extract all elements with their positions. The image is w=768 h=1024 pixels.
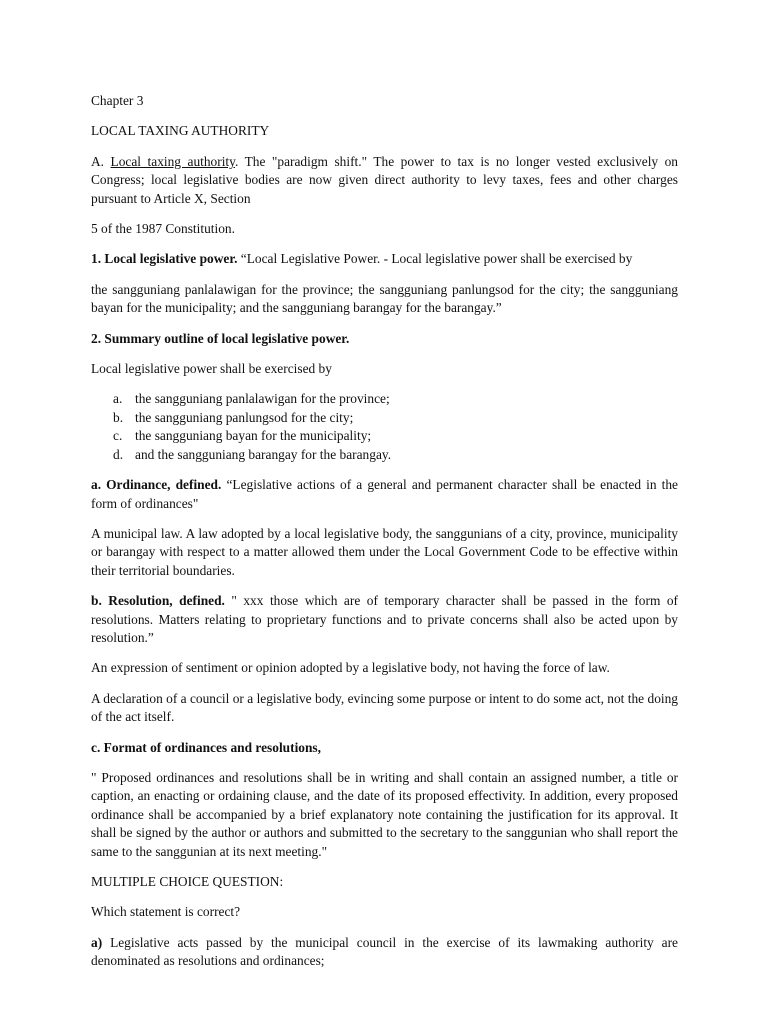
item2-title <box>91 330 678 348</box>
list-text: the sangguniang bayan for the municipality; <box>135 428 372 444</box>
list-item <box>91 427 678 445</box>
ordinance-definition <box>91 476 678 513</box>
resolution-title: b. Resolution, defined. <box>91 593 225 609</box>
mcq-option-a <box>91 934 678 971</box>
chapter-label: Chapter 3 <box>91 93 144 108</box>
section-a-continuation: 5 of the 1987 Constitution. <box>91 221 235 237</box>
section-a-paragraph <box>91 153 678 208</box>
item2-intro: Local legislative power shall be exercised by <box>91 361 332 377</box>
list-text: and the sangguniang barangay for the barangay. <box>135 446 392 462</box>
resolution-explanation-2: A declaration of a council or a legislative body, evincing some purpose or intent to do some act, not the doing of the act itself. <box>91 690 678 725</box>
chapter-heading: LOCAL TAXING AUTHORITY <box>91 123 270 139</box>
section-a-marker: A. <box>91 153 105 169</box>
item1-quote-start: “Local Legislative Power. - Local legislative power shall be exercised by <box>240 251 633 267</box>
list-marker: c. <box>113 428 123 444</box>
ordinance-quote: “Legislative actions of a general and permanent character shall be enacted in the form of ordinances" <box>91 477 678 511</box>
ordinance-title: a. Ordinance, defined. <box>91 477 222 493</box>
resolution-explanation-1: An expression of sentiment or opinion adopted by a legislative body, not having the force of law. <box>91 660 610 676</box>
list-marker: d. <box>113 446 124 462</box>
section-a-title: Local taxing authority <box>110 153 235 169</box>
resolution-quote: " xxx those which are of temporary character shall be passed in the form of resolutions. Matters relating to proprietary functions and to private concerns shall also be acted upon by resolution.” <box>91 593 679 645</box>
format-title <box>91 739 678 757</box>
item1-paragraph <box>91 250 678 268</box>
list-marker: a. <box>113 391 123 407</box>
list-item <box>91 390 678 408</box>
list-item <box>91 409 678 427</box>
list-text: the sangguniang panlalawigan for the province; <box>135 391 390 407</box>
format-title-text: c. Format of ordinances and resolutions, <box>91 739 321 755</box>
item1-title: 1. Local legislative power. <box>91 251 238 267</box>
document-body <box>91 92 678 971</box>
format-quote: " Proposed ordinances and resolutions shall be in writing and shall contain an assigned number, a title or caption, an enacting or ordaining clause, and the date of its proposed effectivity. In addition, every proposed ordinance shall be accompanied by a brief explanatory note containing the justification for its approval. It shall be signed by the author or authors and submitted to the secretary to the sanggunian who shall report the same to the sanggunian at its next meeting." <box>91 769 678 859</box>
resolution-definition <box>91 592 678 647</box>
list-item <box>91 446 678 464</box>
list-marker: b. <box>113 409 124 425</box>
ordinance-explanation: A municipal law. A law adopted by a local legislative body, the sanggunians of a city, province, municipality or barangay with respect to a matter allowed them under the Local Government Code to be effective within their territorial boundaries. <box>91 525 678 578</box>
mcq-option-a-marker: a) <box>91 934 103 950</box>
list-text: the sangguniang panlungsod for the city; <box>135 409 354 425</box>
section-a-body: . The "paradigm shift." The power to tax is no longer vested exclusively on Congress; local legislative bodies are now given direct authority to levy taxes, fees and other charges pursuant to Article X, Section <box>91 153 679 206</box>
mcq-question: Which statement is correct? <box>91 904 241 920</box>
item1-quote-rest: the sangguniang panlalawigan for the province; the sangguniang panlungsod for the city; the sangguniang bayan for the municipality; and the sangguniang barangay for the barangay.” <box>91 281 678 316</box>
mcq-label: MULTIPLE CHOICE QUESTION: <box>91 874 284 889</box>
legislative-bodies-list <box>91 390 678 464</box>
item2-title-text: 2. Summary outline of local legislative power. <box>91 330 350 346</box>
mcq-option-a-text: Legislative acts passed by the municipal council in the exercise of its lawmaking authority are denominated as resolutions and ordinances; <box>91 934 678 969</box>
